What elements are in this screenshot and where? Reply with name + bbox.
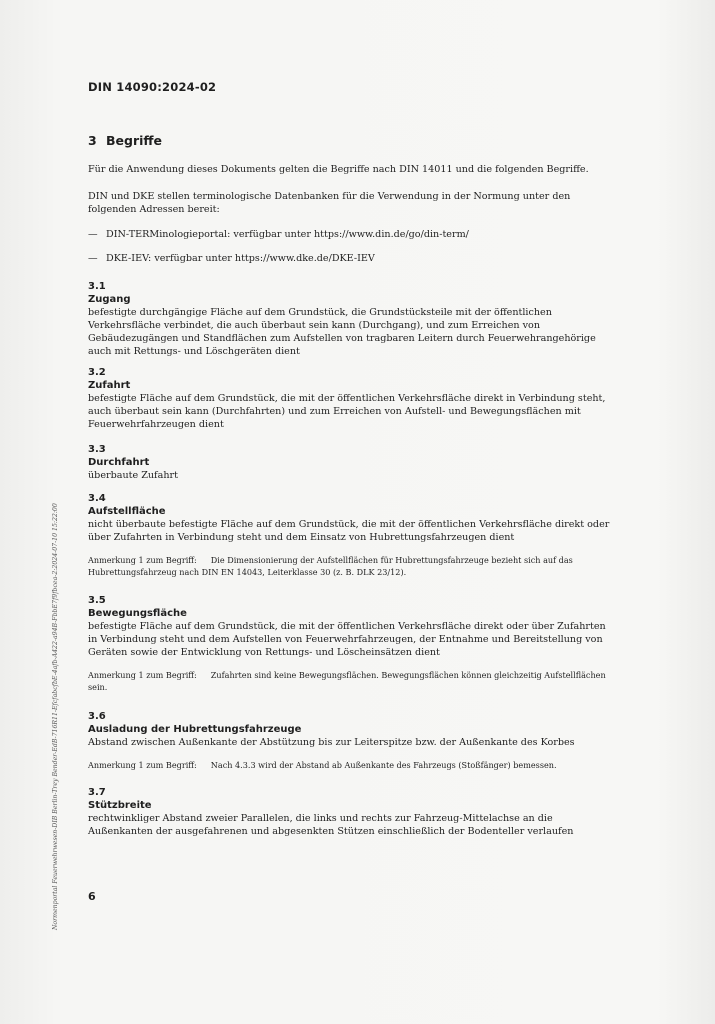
dash-bullet: — bbox=[88, 229, 98, 240]
term-number: 3.3 bbox=[88, 444, 106, 455]
term-entry-3-1 bbox=[88, 280, 616, 358]
intro-paragraph: Für die Anwendung dieses Dokuments gelten die Begriffe nach DIN 14011 und die folgenden Begriffe. bbox=[88, 164, 589, 175]
margin-watermark-text: Normenportal Feuerwehrwesen-DIB Berlin-Trey Bender-EdB-716R11-EfcfabcfbE-4afb-A422-a94B-FbbE7f9fbcea-2:2024-07-10 15:22:00 bbox=[52, 503, 59, 930]
term-number: 3.7 bbox=[88, 787, 106, 798]
term-name: Zufahrt bbox=[88, 380, 131, 391]
term-definition: rechtwinkliger Abstand zweier Parallelen, die links und rechts zur Fahrzeug-Mittelachse an die Außenkanten der ausgefahrenen und abgesenkten Stützen einschließlich der Bodenteller verlaufen bbox=[88, 813, 574, 837]
term-definition: nicht überbaute befestigte Fläche auf dem Grundstück, die mit der öffentlichen Verkehrsfläche direkt oder über Zufahrten in Verbindung steht und dem Einsatz von Hubrettungsfahrzeugen dient bbox=[88, 519, 610, 543]
page-number: 6 bbox=[88, 890, 96, 903]
note-text: Die Dimensionierung der Aufstellflächen für Hubrettungsfahrzeuge bezieht sich auf das Hubrettungsfahrzeug nach DIN EN 14043, Leiterklasse 30 (z. B. DLK 23/12). bbox=[88, 555, 573, 577]
term-note bbox=[88, 759, 616, 771]
term-entry-3-3 bbox=[88, 443, 616, 482]
term-definition: befestigte Fläche auf dem Grundstück, die mit der öffentlichen Verkehrsfläche direkt in Verbindung steht, auch überbaut sein kann (Durchfahrten) und zum Erreichen von Aufstell- und Bewegungsflächen mit Feuerwehrfahrzeugen dient bbox=[88, 393, 606, 430]
term-number: 3.5 bbox=[88, 595, 106, 606]
dke-iev-text: DKE-IEV: verfügbar unter https://www.dke.de/DKE-IEV bbox=[106, 253, 375, 264]
term-number: 3.6 bbox=[88, 711, 106, 722]
term-number: 3.2 bbox=[88, 367, 106, 378]
term-definition: befestigte Fläche auf dem Grundstück, die mit der öffentlichen Verkehrsfläche direkt oder über Zufahrten in Verbindung steht und dem Aufstellen von Feuerwehrfahrzeugen, der Entnahme und Bereitstellung von Geräten sowie der Entwicklung von Rettungs- und Löscheinsätzen dient bbox=[88, 621, 606, 658]
term-definition: befestigte durchgängige Fläche auf dem Grundstück, die Grundstücksteile mit der öffentlichen Verkehrsfläche verbindet, die auch überbaut sein kann (Durchgang), und zum Erreichen von Gebäudezugängen und Standflächen zum Aufstellen von tragbaren Leitern durch Feuerwehrangehörige auch mit Rettungs- und Löschgeräten dient bbox=[88, 307, 596, 357]
term-name: Stützbreite bbox=[88, 800, 152, 811]
term-entry-3-6 bbox=[88, 710, 616, 771]
document-identifier: DIN 14090:2024-02 bbox=[88, 80, 217, 94]
term-name: Ausladung der Hubrettungsfahrzeuge bbox=[88, 724, 302, 735]
term-definition: Abstand zwischen Außenkante der Abstützung bis zur Leiterspitze bzw. der Außenkante des Korbes bbox=[88, 737, 575, 748]
term-name: Bewegungsfläche bbox=[88, 608, 187, 619]
term-entry-3-7 bbox=[88, 786, 616, 838]
term-number: 3.1 bbox=[88, 281, 106, 292]
term-name: Durchfahrt bbox=[88, 457, 150, 468]
term-entry-3-2 bbox=[88, 366, 616, 431]
term-number: 3.4 bbox=[88, 493, 106, 504]
term-name: Aufstellfläche bbox=[88, 506, 166, 517]
din-term-text: DIN-TERMinologieportal: verfügbar unter https://www.din.de/go/din-term/ bbox=[106, 229, 469, 240]
term-entry-3-5 bbox=[88, 594, 616, 693]
intro-databases-paragraph: DIN und DKE stellen terminologische Datenbanken für die Verwendung in der Normung unter den folgenden Adressen bereit: bbox=[88, 191, 571, 215]
note-label: Anmerkung 1 zum Begriff: bbox=[88, 760, 197, 770]
section-heading bbox=[88, 133, 162, 148]
term-note bbox=[88, 554, 616, 578]
term-name: Zugang bbox=[88, 294, 131, 305]
term-definition: überbaute Zufahrt bbox=[88, 470, 178, 481]
term-note bbox=[88, 669, 616, 693]
section-number: 3 bbox=[88, 133, 97, 148]
section-title: Begriffe bbox=[106, 133, 163, 148]
term-entry-3-4 bbox=[88, 492, 616, 578]
list-item-din-term bbox=[88, 229, 616, 240]
note-label: Anmerkung 1 zum Begriff: bbox=[88, 670, 197, 680]
note-label: Anmerkung 1 zum Begriff: bbox=[88, 555, 197, 565]
note-text: Nach 4.3.3 wird der Abstand ab Außenkante des Fahrzeugs (Stoßfänger) bemessen. bbox=[210, 760, 557, 770]
dash-bullet: — bbox=[88, 253, 98, 264]
list-item-dke-iev bbox=[88, 253, 616, 264]
note-text: Zufahrten sind keine Bewegungsflächen. Bewegungsflächen können gleichzeitig Aufstellflächen sein. bbox=[88, 670, 606, 692]
